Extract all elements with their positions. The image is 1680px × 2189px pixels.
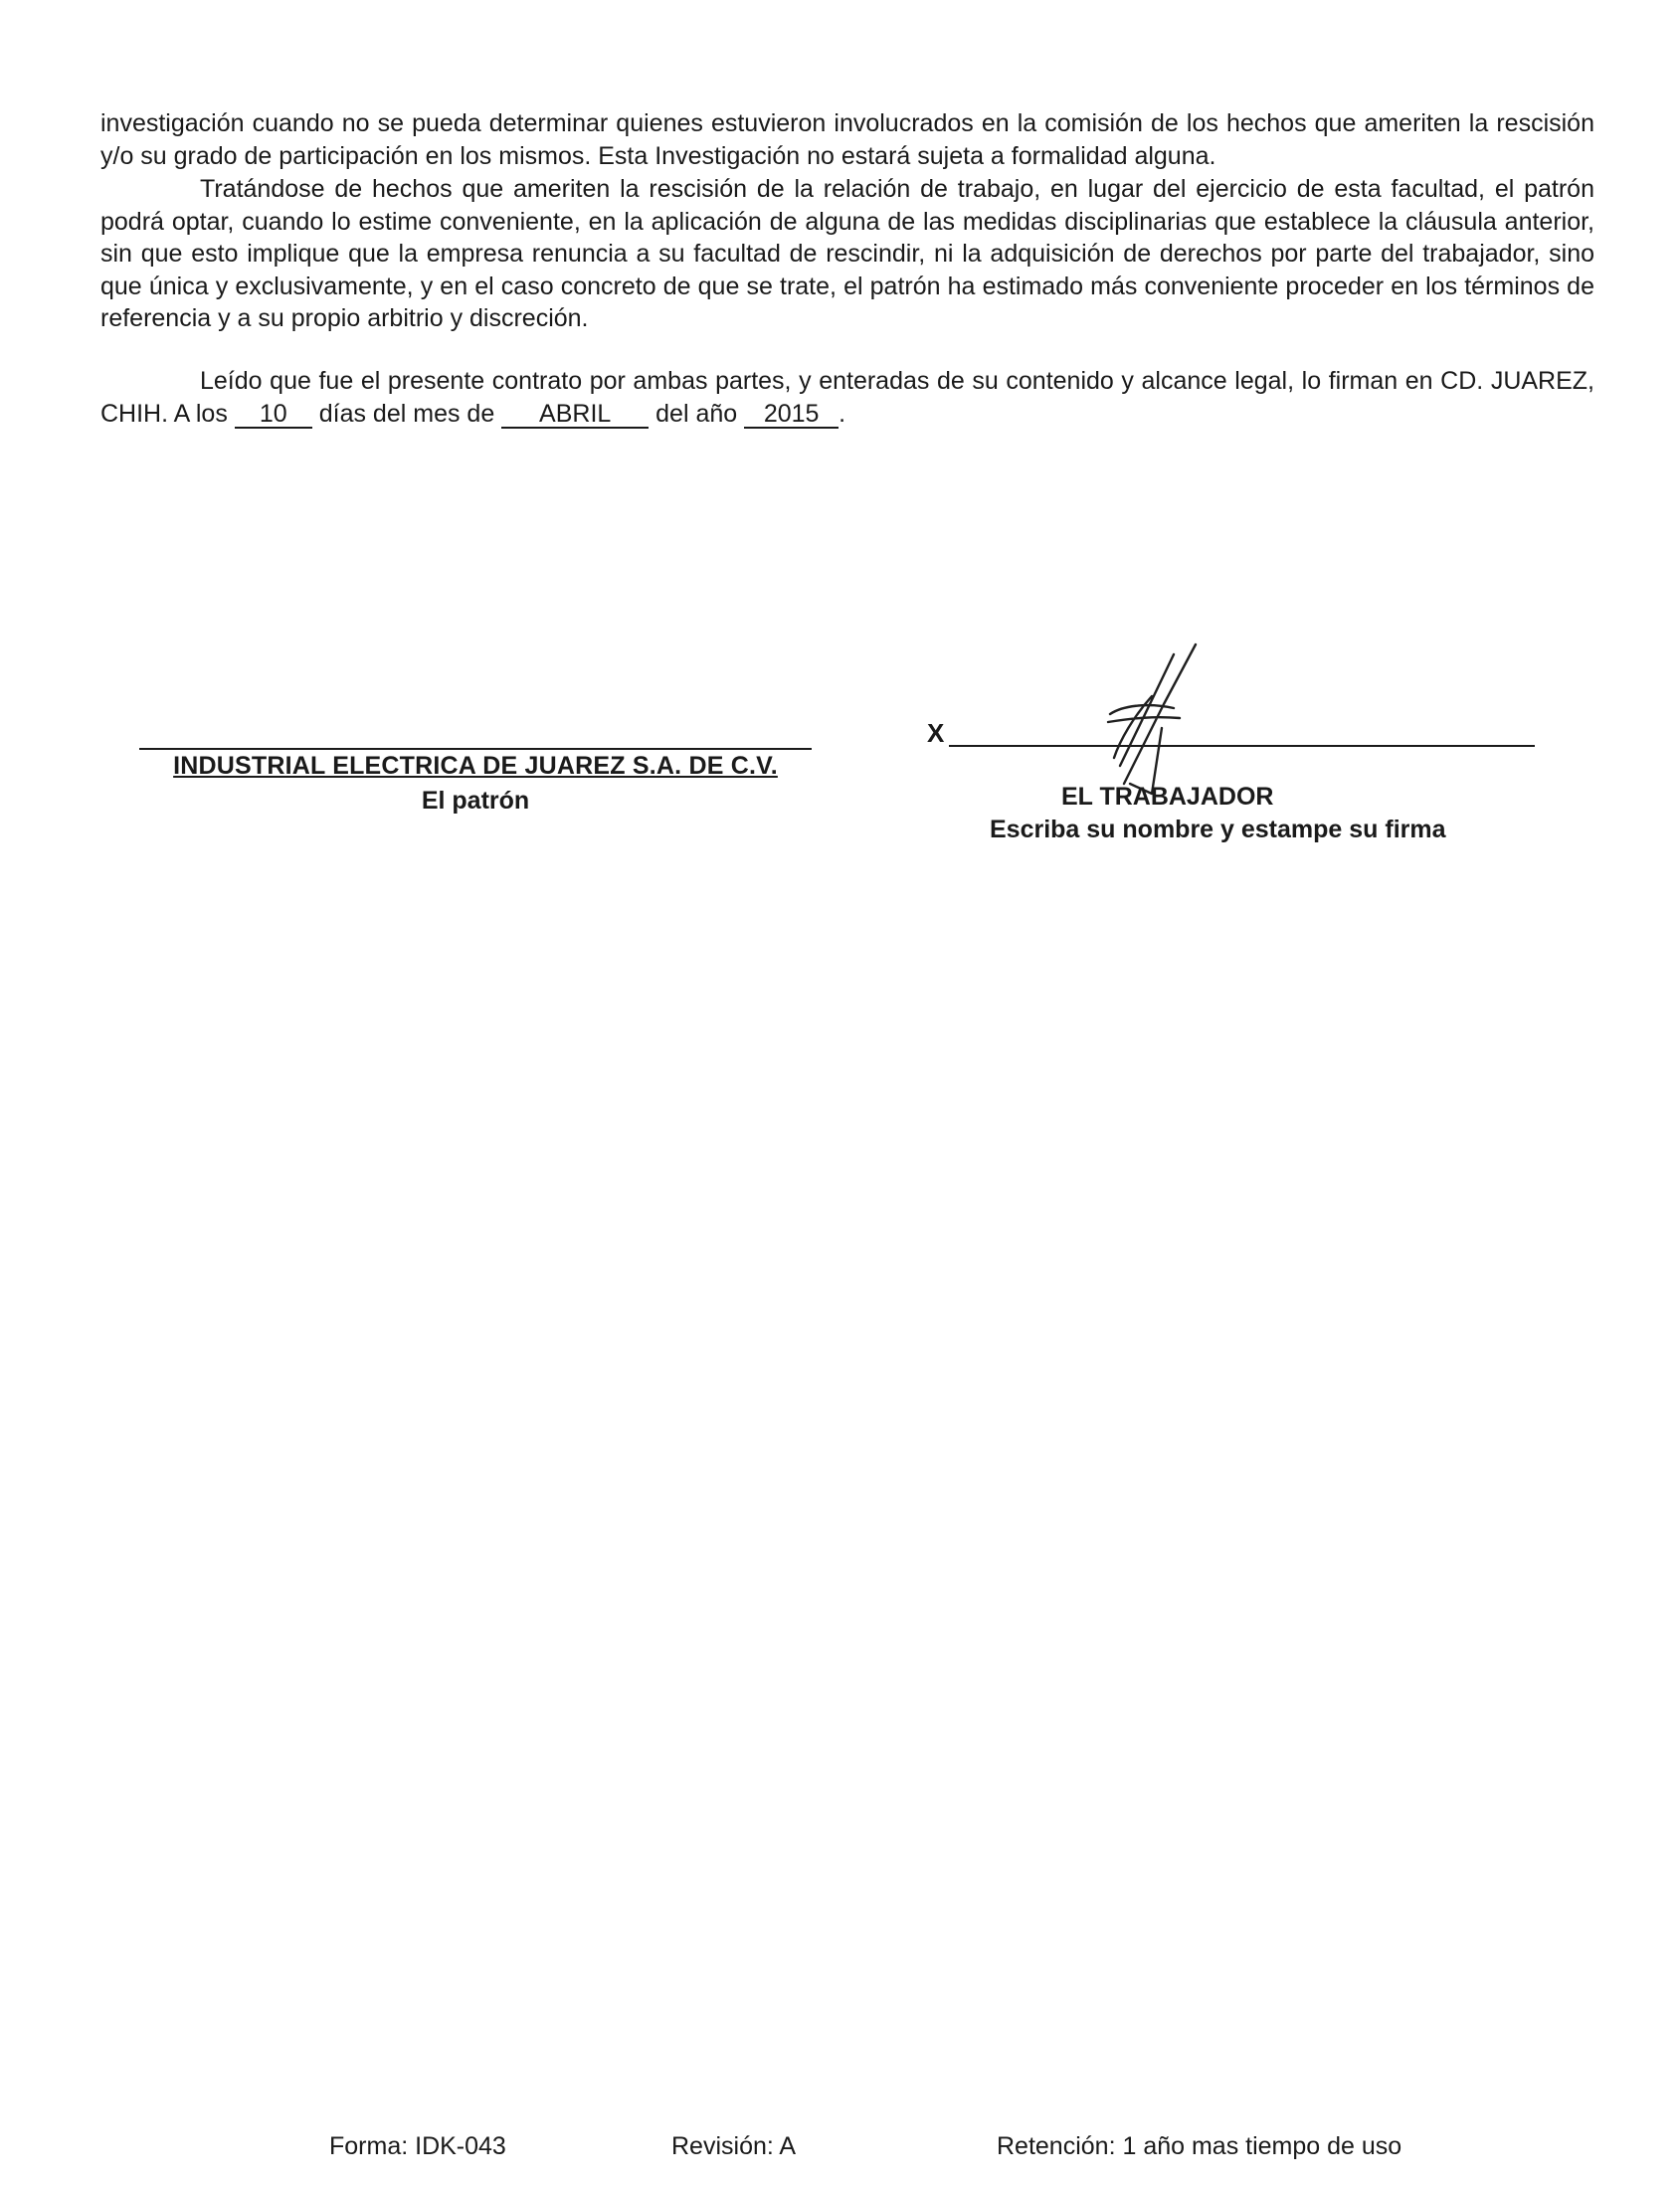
closing-text-2: días del mes de (318, 399, 495, 428)
footer-form-code: Forma: IDK-043 (329, 2132, 506, 2160)
signature-x-mark: X (927, 718, 945, 748)
paragraph-rescission (100, 173, 1594, 335)
closing-text-3: del año (655, 399, 738, 428)
paragraph-investigation (100, 107, 1594, 172)
paragraph-closing (100, 365, 1594, 430)
day-field: 10 (235, 401, 312, 429)
footer-revision: Revisión: A (671, 2132, 797, 2160)
worker-signature-line (949, 745, 1535, 747)
handwritten-signature (1054, 637, 1213, 806)
paragraph-2-text: Tratándose de hechos que ameriten la rescisión de la relación de trabajo, en lugar del ejercicio de esta facultad, el patrón podrá optar, cuando lo estime conveniente, en la aplicación de alguna de las medidas disciplinarias que establece la cláusula anterior, sin que esto implique que la empresa renuncia a su facultad de rescindir, ni la adquisición de derechos por parte del trabajador, sino que única y exclusivamente, y en el caso concreto de que se trate, el patrón ha estimado más conveniente proceder en los términos de referencia y a su propio arbitrio y discreción. (100, 175, 1594, 332)
month-field: ABRIL (501, 401, 649, 429)
employer-signature-line (139, 748, 812, 750)
closing-text-1: Leído que fue el presente contrato por ambas partes, y enteradas de su contenido y alcance legal, lo firman en CD. JUAREZ, CHIH. A los (100, 367, 1594, 428)
paragraph-1-text: investigación cuando no se pueda determinar quienes estuvieron involucrados en la comisión de los hechos que ameriten la rescisión y/o su grado de participación en los mismos. Esta Investigación no estará sujeta a formalidad alguna. (100, 109, 1594, 170)
worker-instruction: Escriba su nombre y estampe su firma (990, 816, 1446, 843)
employer-role-label: El patrón (421, 787, 530, 815)
footer-retention: Retención: 1 año mas tiempo de uso (997, 2132, 1402, 2160)
year-field: 2015 (744, 401, 839, 429)
employer-company-name: INDUSTRIAL ELECTRICA DE JUAREZ S.A. DE C.V. (173, 752, 778, 780)
closing-period: . (839, 399, 846, 428)
worker-role-label: EL TRABAJADOR (1061, 783, 1274, 811)
